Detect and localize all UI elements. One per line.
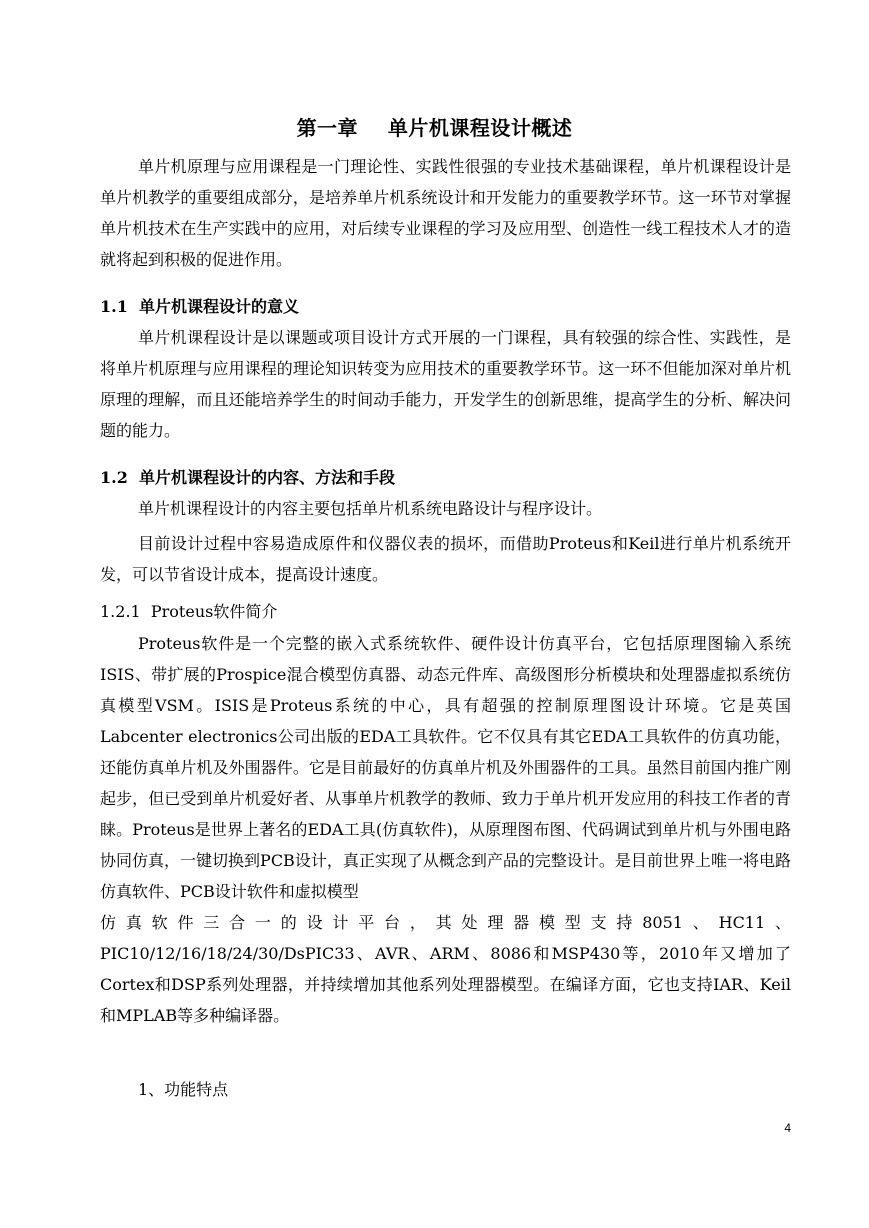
section-1-2-paragraph-2: 目前设计过程中容易造成原件和仪器仪表的损坏，而借助Proteus和Keil进行单片机系统开发，可以节省设计成本，提高设计速度。 xyxy=(100,534,791,584)
section-1-2-1-paragraph-spaced-line: 仿真软件三合一的设计平台，其处理器模型支持8051、HC11、 xyxy=(100,913,791,932)
section-1-2-1-paragraph-part1: Proteus软件是一个完整的嵌入式系统软件、硬件设计仿真平台，它包括原理图输入系统ISIS、带扩展的Prospice混合模型仿真器、动态元件库、高级图形分析模块和处理器虚拟系统仿真模型VSM。ISIS是Proteus系统的中心，具有超强的控制原理图设计环境。它是英国Labcenter electronics公司出版的EDA工具软件。它不仅具有其它EDA工具软件的仿真功能，还能仿真单片机及外围器件。它是目前最好的仿真单片机及外围器件的工具。虽然目前国内推广刚起步，但已受到单片机爱好者、从事单片机教学的教师、致力于单片机开发应用的科技工作者的青睐。Proteus是世界上著名的EDA工具(仿真软件)，从原理图布图、代码调试到单片机与外围电路协同仿真，一键切换到PCB设计，真正实现了从概念到产品的完整设计。是目前世界上唯一将电路仿真软件、PCB设计软件和虚拟模型 xyxy=(100,634,791,901)
section-1-1-paragraph: 单片机课程设计是以课题或项目设计方式开展的一门课程，具有较强的综合性、实践性，是将单片机原理与应用课程的理论知识转变为应用技术的重要教学环节。这一环不但能加深对单片机原理的理解，而且还能培养学生的时间动手能力，开发学生的创新思维，提高学生的分析、解决问题的能力。 xyxy=(100,328,791,440)
section-1-2-1-heading: 1.2.1 Proteus软件简介 xyxy=(100,602,278,621)
list-item-features: 1、功能特点 xyxy=(138,1080,229,1099)
intro-paragraph: 单片机原理与应用课程是一门理论性、实践性很强的专业技术基础课程，单片机课程设计是单片机教学的重要组成部分，是培养单片机系统设计和开发能力的重要教学环节。这一环节对掌握单片机技术在生产实践中的应用，对后续专业课程的学习及应用型、创造性一线工程技术人才的造就将起到积极的促进作用。 xyxy=(100,157,791,269)
section-1-2-1-paragraph-part2: PIC10/12/16/18/24/30/DsPIC33、AVR、ARM、8086和MSP430等，2010年又增加了Cortex和DSP系列处理器，并持续增加其他系列处理器模型。在编译方面，它也支持IAR、Keil和MPLAB等多种编译器。 xyxy=(100,944,791,1025)
section-1-2-paragraph-1: 单片机课程设计的内容主要包括单片机系统电路设计与程序设计。 xyxy=(138,499,603,518)
page-number: 4 xyxy=(784,1121,791,1135)
chapter-title: 第一章 单片机课程设计概述 xyxy=(296,116,573,140)
section-1-2-heading: 1.2 单片机课程设计的内容、方法和手段 xyxy=(100,468,395,487)
section-1-1-heading: 1.1 单片机课程设计的意义 xyxy=(100,297,299,316)
